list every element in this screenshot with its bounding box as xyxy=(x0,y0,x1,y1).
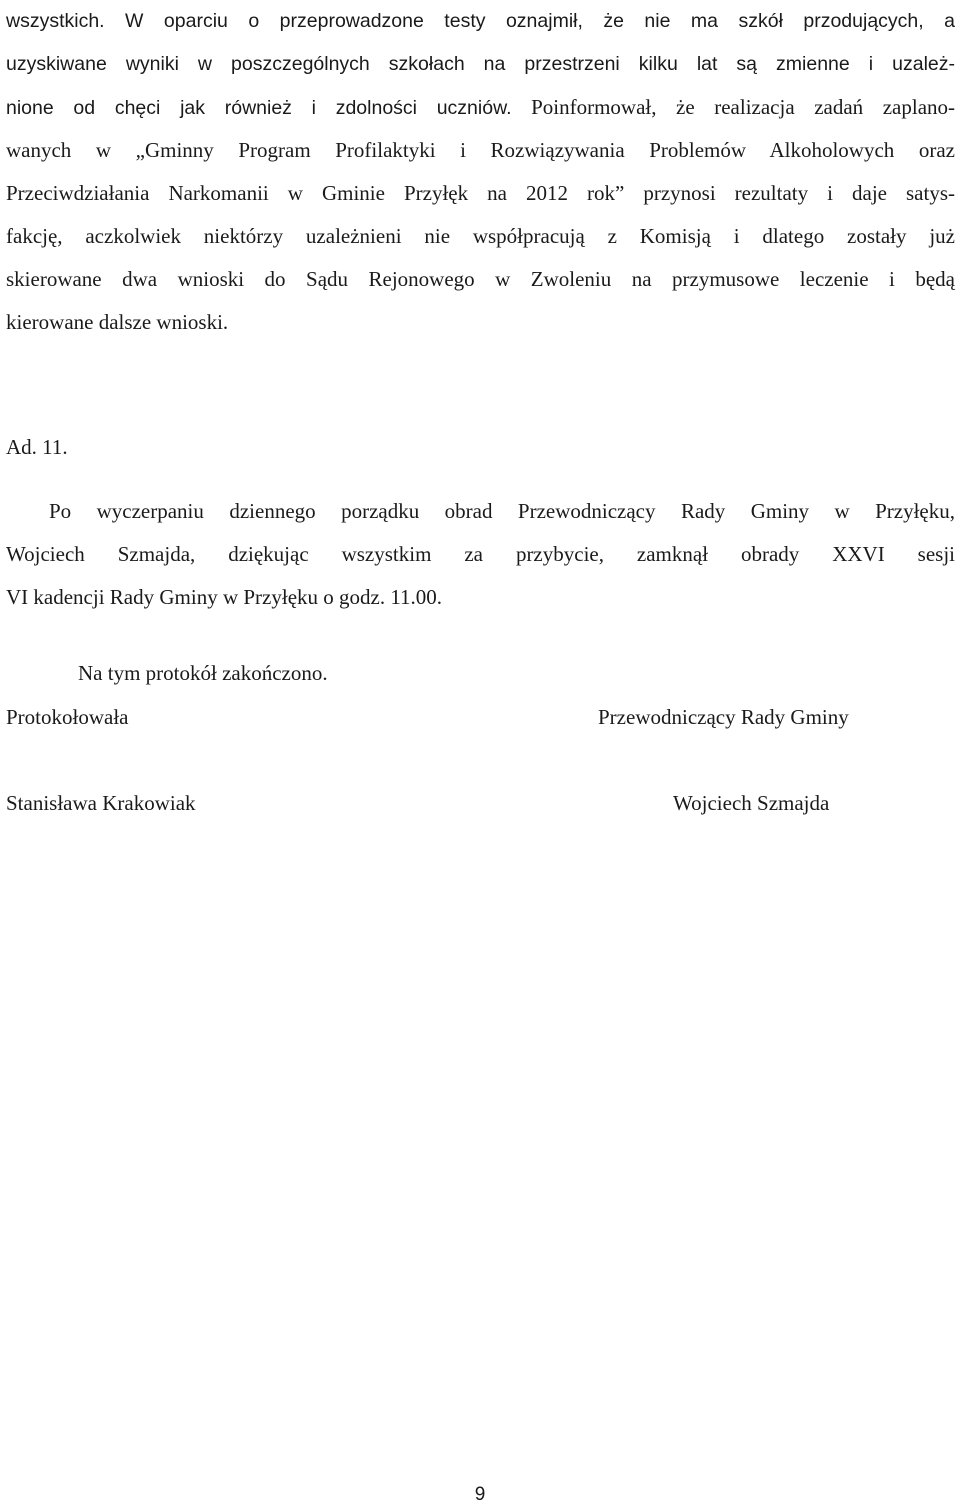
paragraph-line: skierowane dwa wnioski do Sądu Rejonowego w Zwoleniu na przymusowe leczenie i będą xyxy=(6,267,955,291)
paragraph-line: Wojciech Szmajda, dziękując wszystkim za przybycie, zamknął obrady XXVI sesji xyxy=(6,542,955,566)
paragraph-line: uzyskiwane wyniki w poszczególnych szkołach na przestrzeni kilku lat są zmienne i uzależ- xyxy=(6,53,955,75)
signature-name-left: Stanisława Krakowiak xyxy=(6,791,196,815)
paragraph-line-segment: nione od chęci jak również i zdolności uczniów. xyxy=(6,97,512,119)
paragraph-line: kierowane dalsze wnioski. xyxy=(6,310,229,334)
paragraph-line: Przeciwdziałania Narkomanii w Gminie Przyłęk na 2012 rok” przynosi rezultaty i daje satys- xyxy=(6,181,955,205)
signature-role-right: Przewodniczący Rady Gminy xyxy=(598,705,849,729)
paragraph-line: wanych w „Gminny Program Profilaktyki i Rozwiązywania Problemów Alkoholowych oraz xyxy=(6,138,955,162)
page-number: 9 xyxy=(474,1484,486,1505)
paragraph-line: VI kadencji Rady Gminy w Przyłęku o godz. 11.00. xyxy=(6,585,443,609)
signature-name-right: Wojciech Szmajda xyxy=(673,791,830,815)
paragraph-line-mixed xyxy=(6,86,955,129)
paragraph-line-segment: Poinformował, że realizacja zadań zaplano- xyxy=(531,95,956,119)
paragraph-line: wszystkich. W oparciu o przeprowadzone testy oznajmił, że nie ma szkół przodujących, a xyxy=(6,10,955,32)
paragraph-line: Po wyczerpaniu dziennego porządku obrad Przewodniczący Rady Gminy w Przyłęku, xyxy=(49,499,955,523)
closing-paragraph xyxy=(6,490,955,619)
signature-role-left: Protokołowała xyxy=(6,705,129,729)
report-paragraph xyxy=(6,0,955,344)
closing-statement: Na tym protokół zakończono. xyxy=(78,661,328,685)
section-heading: Ad. 11. xyxy=(6,435,68,459)
paragraph-line: fakcję, aczkolwiek niektórzy uzależnieni nie współpracują z Komisją i dlatego zostały już xyxy=(6,224,955,248)
